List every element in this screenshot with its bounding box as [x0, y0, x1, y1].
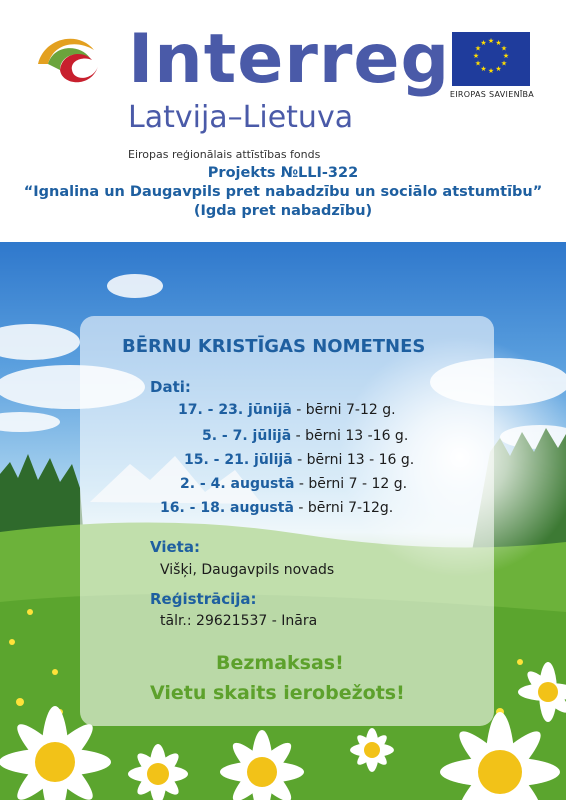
registration-phone: tālr.: 29621537 - Ināra	[160, 613, 318, 629]
header	[0, 0, 566, 242]
fund-label: Eiropas reģionālais attīstības fonds	[128, 148, 321, 161]
date-range: 16. - 18. augustā	[160, 500, 294, 516]
date-row	[202, 428, 408, 444]
svg-text:★: ★	[487, 67, 495, 75]
date-row	[184, 452, 414, 468]
project-short-name: (Igda pret nabadzību)	[193, 203, 373, 219]
date-row	[180, 476, 407, 492]
date-row	[178, 402, 396, 418]
svg-text:★: ★	[474, 44, 482, 53]
project-name: “Ignalina un Daugavpils pret nabadzību un sociālo atstumtību”	[23, 184, 543, 200]
eu-flag-icon	[452, 32, 530, 86]
interreg-swirl-logo-icon	[34, 30, 102, 88]
brand-subtitle: Latvija–Lietuva	[128, 100, 354, 135]
svg-text:★: ★	[474, 59, 482, 68]
eu-label: EIROPAS SAVIENĪBA	[449, 90, 535, 99]
camp-title: BĒRNU KRISTĪGAS NOMETNES	[122, 336, 426, 357]
age-group: - bērni 7-12g.	[293, 500, 394, 516]
date-row	[160, 500, 393, 516]
brand-title: Interreg	[128, 20, 451, 99]
age-group: - bērni 7 - 12 g.	[294, 476, 408, 492]
free-notice: Bezmaksas!	[216, 652, 344, 674]
age-group: - bērni 13 -16 g.	[291, 428, 409, 444]
svg-text:★: ★	[472, 52, 480, 60]
date-range: 17. - 23. jūnijā	[178, 402, 292, 418]
svg-text:★: ★	[500, 44, 508, 53]
place-value: Višķi, Daugavpils novads	[160, 562, 335, 578]
svg-text:★: ★	[500, 59, 508, 68]
svg-text:★: ★	[487, 37, 495, 45]
project-block	[0, 164, 566, 221]
date-range: 15. - 21. jūlijā	[184, 452, 293, 468]
date-range: 5. - 7. jūlijā	[202, 428, 292, 444]
dates-label: Dati:	[150, 378, 191, 396]
age-group: - bērni 7-12 g.	[291, 402, 396, 418]
svg-text:★: ★	[480, 65, 487, 73]
age-group: - bērni 13 - 16 g.	[292, 452, 415, 468]
svg-text:★: ★	[495, 65, 502, 73]
limited-places-notice: Vietu skaits ierobežots!	[150, 682, 405, 704]
place-label: Vieta:	[150, 538, 200, 556]
svg-text:★: ★	[480, 39, 487, 47]
registration-label: Reģistrācija:	[150, 590, 257, 608]
svg-text:★: ★	[502, 52, 510, 60]
date-range: 2. - 4. augustā	[180, 476, 295, 492]
svg-text:★: ★	[495, 39, 502, 47]
project-number: Projekts №LLI-322	[207, 165, 359, 181]
